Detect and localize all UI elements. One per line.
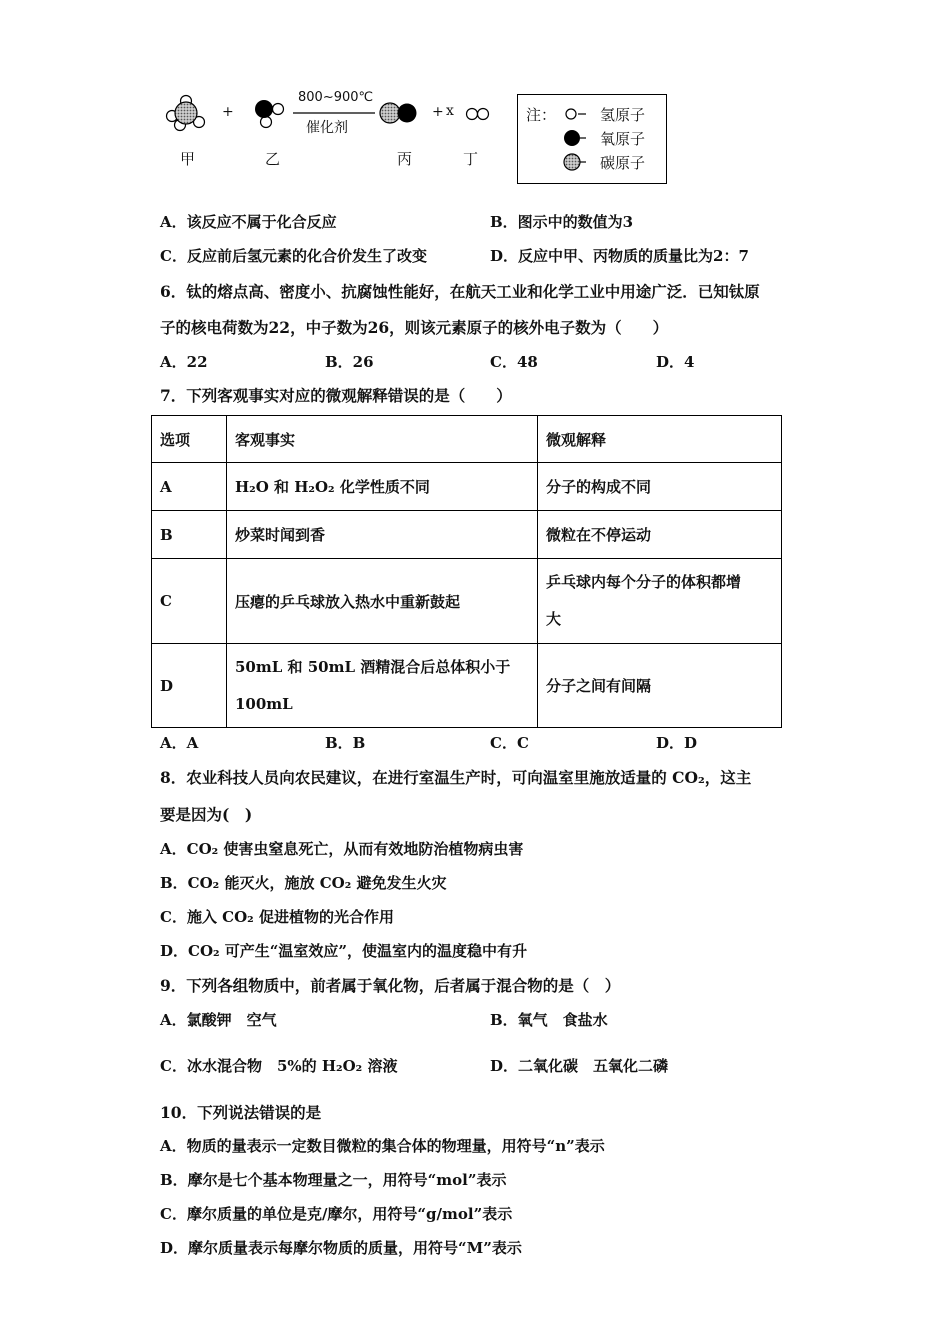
table-cell-option: A (152, 463, 227, 511)
q6-option-b: B．26 (325, 353, 374, 371)
fact-line: 100mL (235, 694, 293, 713)
q10-option-b: B．摩尔是七个基本物理量之一，用符号“mol”表示 (160, 1171, 507, 1189)
molecule-yi-icon (255, 100, 284, 128)
q8-stem-line1: 8．农业科技人员向农民建议，在进行室温生产时，可向温室里施放适量的 CO₂，这主 (160, 768, 752, 787)
label-bing: 丙 (397, 150, 413, 168)
explanation-line: 大 (546, 610, 562, 628)
table-header-cell: 微观解释 (538, 416, 782, 463)
q10-option-a: A．物质的量表示一定数目微粒的集合体的物理量，用符号“n”表示 (160, 1137, 605, 1155)
q6-stem-line2: 子的核电荷数为22，中子数为26，则该元素原子的核外电子数为（ ） (160, 318, 669, 337)
legend-symbols (562, 103, 602, 179)
q8-option-d: D．CO₂ 可产生“温室效应”，使温室内的温度稳中有升 (160, 942, 528, 960)
table-cell-option: D (152, 644, 227, 728)
table-header-cell: 客观事实 (227, 416, 538, 463)
q7-stem: 7．下列客观事实对应的微观解释错误的是（ ） (160, 386, 512, 405)
q5-option-c: C．反应前后氢元素的化合价发生了改变 (160, 247, 427, 265)
molecule-bing-icon (380, 103, 417, 123)
q6-option-a: A．22 (160, 353, 208, 371)
q10-option-c: C．摩尔质量的单位是克/摩尔，用符号“g/mol”表示 (160, 1205, 513, 1223)
table-row (152, 559, 782, 644)
table-cell-explanation: 分子的构成不同 (538, 463, 782, 511)
q5-option-d: D．反应中甲、丙物质的质量比为2：7 (490, 247, 749, 265)
reaction-condition-catalyst: 催化剂 (306, 120, 348, 136)
table-cell-fact: H₂O 和 H₂O₂ 化学性质不同 (227, 463, 538, 511)
table-cell-fact (227, 644, 538, 728)
q6-option-c: C．48 (490, 353, 538, 371)
table-header-cell: 选项 (152, 416, 227, 463)
q7-option-b: B．B (325, 734, 366, 752)
table-cell-explanation: 分子之间有间隔 (538, 644, 782, 728)
legend-carbon: 碳原子 (600, 154, 646, 172)
molecule-jia-icon (167, 96, 205, 131)
table-cell-explanation: 微粒在不停运动 (538, 511, 782, 559)
table-cell-option: C (152, 559, 227, 644)
q9-stem: 9．下列各组物质中，前者属于氧化物，后者属于混合物的是（ ） (160, 976, 621, 995)
table-cell-explanation (538, 559, 782, 644)
q7-table (151, 415, 782, 728)
q8-option-b: B．CO₂ 能灭火，施放 CO₂ 避免发生火灾 (160, 874, 447, 892)
table-cell-fact: 炒菜时闻到香 (227, 511, 538, 559)
q6-stem-line1: 6．钛的熔点高、密度小、抗腐蚀性能好，在航天工业和化学工业中用途广泛．已知钛原 (160, 282, 760, 301)
q5-option-a: A．该反应不属于化合反应 (160, 213, 337, 231)
plus-sign: + (432, 104, 444, 120)
legend-oxygen: 氧原子 (600, 130, 646, 148)
q8-stem-line2: 要是因为( ) (160, 805, 253, 824)
q7-option-a: A．A (160, 734, 199, 752)
q9-option-d: D．二氧化碳 五氧化二磷 (490, 1057, 669, 1075)
q7-option-c: C．C (490, 734, 529, 752)
q8-option-a: A．CO₂ 使害虫窒息死亡，从而有效地防治植物病虫害 (160, 840, 524, 858)
q7-option-d: D．D (656, 734, 698, 752)
legend-hydrogen: 氢原子 (600, 106, 646, 124)
q5-option-b: B．图示中的数值为3 (490, 213, 634, 231)
label-jia: 甲 (180, 150, 196, 168)
table-row (152, 463, 782, 511)
table-cell-fact: 压瘪的乒乓球放入热水中重新鼓起 (227, 559, 538, 644)
table-cell-option: B (152, 511, 227, 559)
q10-stem: 10．下列说法错误的是 (160, 1103, 322, 1122)
legend-box (517, 94, 667, 184)
q8-option-c: C．施入 CO₂ 促进植物的光合作用 (160, 908, 394, 926)
q9-option-b: B．氧气 食盐水 (490, 1011, 608, 1029)
explanation-line: 乒乓球内每个分子的体积都增 (546, 573, 742, 591)
q10-option-d: D．摩尔质量表示每摩尔物质的质量，用符号“M”表示 (160, 1239, 522, 1257)
table-row (152, 511, 782, 559)
label-ding: 丁 (463, 150, 479, 168)
coefficient-x: x (446, 103, 454, 119)
fact-line: 50mL 和 50mL 酒精混合后总体积小于 (235, 657, 511, 676)
plus-sign: + (222, 104, 234, 120)
table-header-row (152, 416, 782, 463)
molecule-ding-icon (467, 109, 489, 120)
table-row (152, 644, 782, 728)
q9-option-c: C．冰水混合物 5%的 H₂O₂ 溶液 (160, 1057, 398, 1075)
q9-option-a: A．氯酸钾 空气 (160, 1011, 277, 1029)
reaction-condition-temperature: 800~900℃ (298, 90, 374, 105)
legend-title: 注： (526, 106, 557, 124)
q6-option-d: D．4 (656, 353, 695, 371)
label-yi: 乙 (265, 150, 281, 168)
